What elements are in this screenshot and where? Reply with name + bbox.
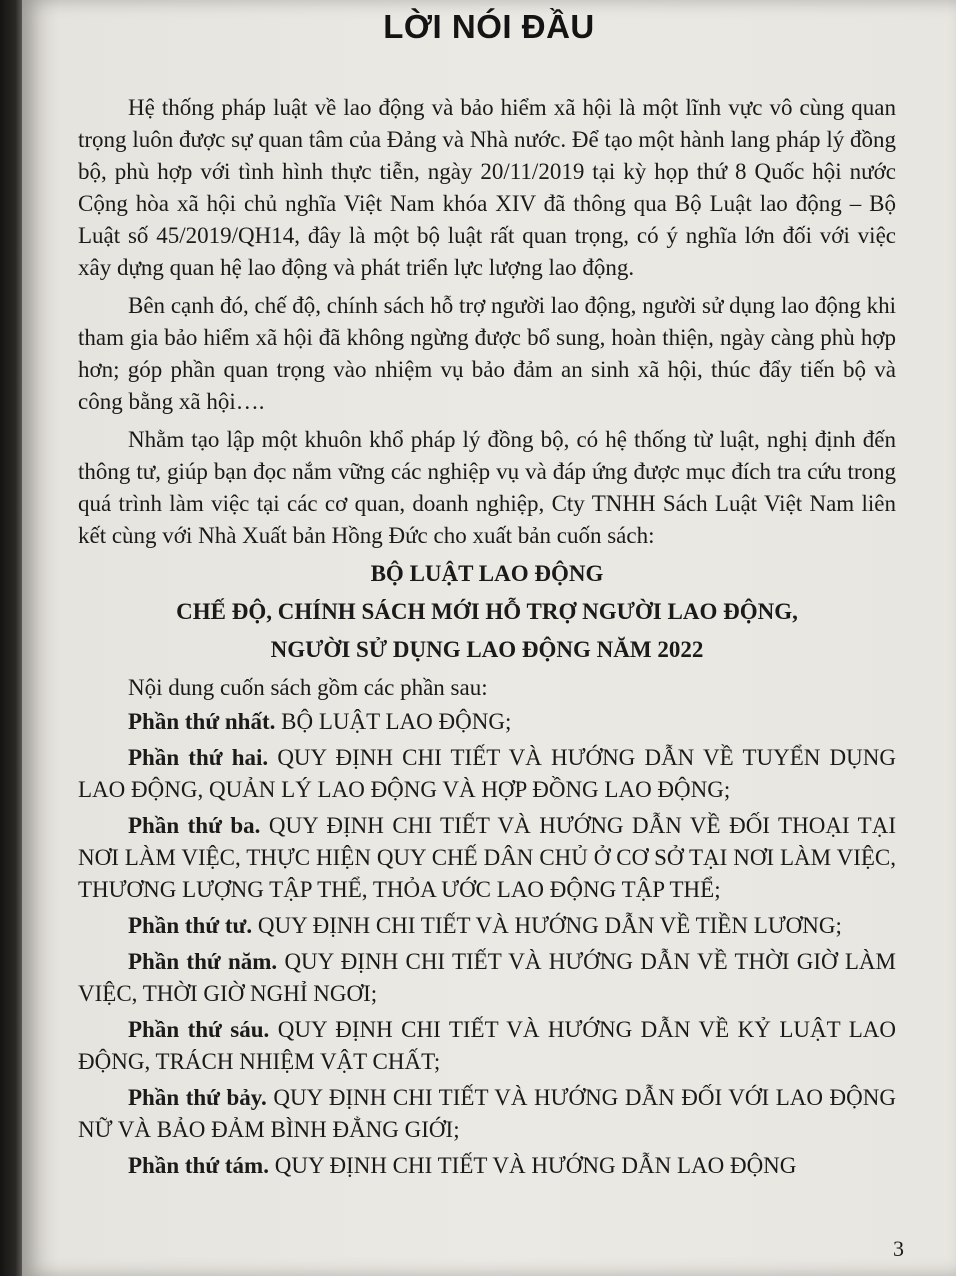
part-text: QUY ĐỊNH CHI TIẾT VÀ HƯỚNG DẪN VỀ TIỀN LƯƠNG; <box>252 913 842 938</box>
part-label: Phần thứ sáu. <box>128 1017 270 1042</box>
part-text: QUY ĐỊNH CHI TIẾT VÀ HƯỚNG DẪN VỀ ĐỐI THOẠI TẠI NƠI LÀM VIỆC, THỰC HIỆN QUY CHẾ DÂN CHỦ Ở CƠ SỞ TẠI NƠI LÀM VIỆC, THƯƠNG LƯỢNG TẬP THỂ, THỎA ƯỚC LAO ĐỘNG TẬP THỂ; <box>78 813 896 902</box>
part-label: Phần thứ tám. <box>128 1153 269 1178</box>
book-title-line-1: BỘ LUẬT LAO ĐỘNG <box>370 561 604 586</box>
part-label: Phần thứ hai. <box>128 745 269 770</box>
book-page <box>22 0 956 1276</box>
part-item-2 <box>78 742 896 806</box>
part-text: QUY ĐỊNH CHI TIẾT VÀ HƯỚNG DẪN ĐỐI VỚI LAO ĐỘNG NỮ VÀ BẢO ĐẢM BÌNH ĐẲNG GIỚI; <box>78 1085 896 1142</box>
part-item-6 <box>78 1014 896 1078</box>
part-item-4 <box>78 910 896 942</box>
book-spine-shadow <box>0 0 22 1276</box>
part-item-3 <box>78 810 896 906</box>
paragraph-1: Hệ thống pháp luật về lao động và bảo hiểm xã hội là một lĩnh vực vô cùng quan trọng luôn được sự quan tâm của Đảng và Nhà nước. Để tạo một hành lang pháp lý đồng bộ, phù hợp với tình hình thực tiễn, ngày 20/11/2019 tại kỳ họp thứ 8 Quốc hội nước Cộng hòa xã hội chủ nghĩa Việt Nam khóa XIV đã thông qua Bộ Luật lao động – Bộ Luật số 45/2019/QH14, đây là một bộ luật rất quan trọng, có ý nghĩa lớn đối với việc xây dựng quan hệ lao động và phát triển lực lượng lao động. <box>78 95 896 280</box>
page-number: 3 <box>893 1236 904 1261</box>
part-text: QUY ĐỊNH CHI TIẾT VÀ HƯỚNG DẪN VỀ TUYỂN DỤNG LAO ĐỘNG, QUẢN LÝ LAO ĐỘNG VÀ HỢP ĐỒNG LAO ĐỘNG; <box>78 745 896 802</box>
book-title-line-2: CHẾ ĐỘ, CHÍNH SÁCH MỚI HỖ TRỢ NGƯỜI LAO ĐỘNG, <box>176 599 798 624</box>
book-title-line-3: NGƯỜI SỬ DỤNG LAO ĐỘNG NĂM 2022 <box>270 637 704 662</box>
part-item-5 <box>78 946 896 1010</box>
part-text: QUY ĐỊNH CHI TIẾT VÀ HƯỚNG DẪN VỀ KỶ LUẬT LAO ĐỘNG, TRÁCH NHIỆM VẬT CHẤT; <box>78 1017 896 1074</box>
part-text: BỘ LUẬT LAO ĐỘNG; <box>275 709 512 734</box>
part-item-8 <box>78 1150 896 1182</box>
page-content <box>78 92 896 1186</box>
part-text: QUY ĐỊNH CHI TIẾT VÀ HƯỚNG DẪN LAO ĐỘNG <box>268 1153 797 1178</box>
part-label: Phần thứ năm. <box>128 949 278 974</box>
paragraph-2: Bên cạnh đó, chế độ, chính sách hỗ trợ người lao động, người sử dụng lao động khi tham gia bảo hiểm xã hội đã không ngừng được bổ sung, hoàn thiện, ngày càng phù hợp hơn; góp phần quan trọng vào nhiệm vụ bảo đảm an sinh xã hội, thúc đẩy tiến bộ và công bằng xã hội…. <box>78 293 896 414</box>
part-item-1 <box>78 706 896 738</box>
part-label: Phần thứ ba. <box>128 813 261 838</box>
paragraph-3: Nhằm tạo lập một khuôn khổ pháp lý đồng bộ, có hệ thống từ luật, nghị định đến thông tư, giúp bạn đọc nắm vững các nghiệp vụ và đáp ứng được mục đích tra cứu trong quá trình làm việc tại các cơ quan, doanh nghiệp, Cty TNHH Sách Luật Việt Nam liên kết cùng với Nhà Xuất bản Hồng Đức cho xuất bản cuốn sách: <box>78 427 896 548</box>
page-title: LỜI NÓI ĐẦU <box>383 8 595 45</box>
part-text: QUY ĐỊNH CHI TIẾT VÀ HƯỚNG DẪN VỀ THỜI GIỜ LÀM VIỆC, THỜI GIỜ NGHỈ NGƠI; <box>78 949 896 1006</box>
part-label: Phần thứ tư. <box>128 913 253 938</box>
contents-intro: Nội dung cuốn sách gồm các phần sau: <box>128 675 488 700</box>
part-label: Phần thứ bảy. <box>128 1085 267 1110</box>
part-item-7 <box>78 1082 896 1146</box>
part-label: Phần thứ nhất. <box>128 709 276 734</box>
